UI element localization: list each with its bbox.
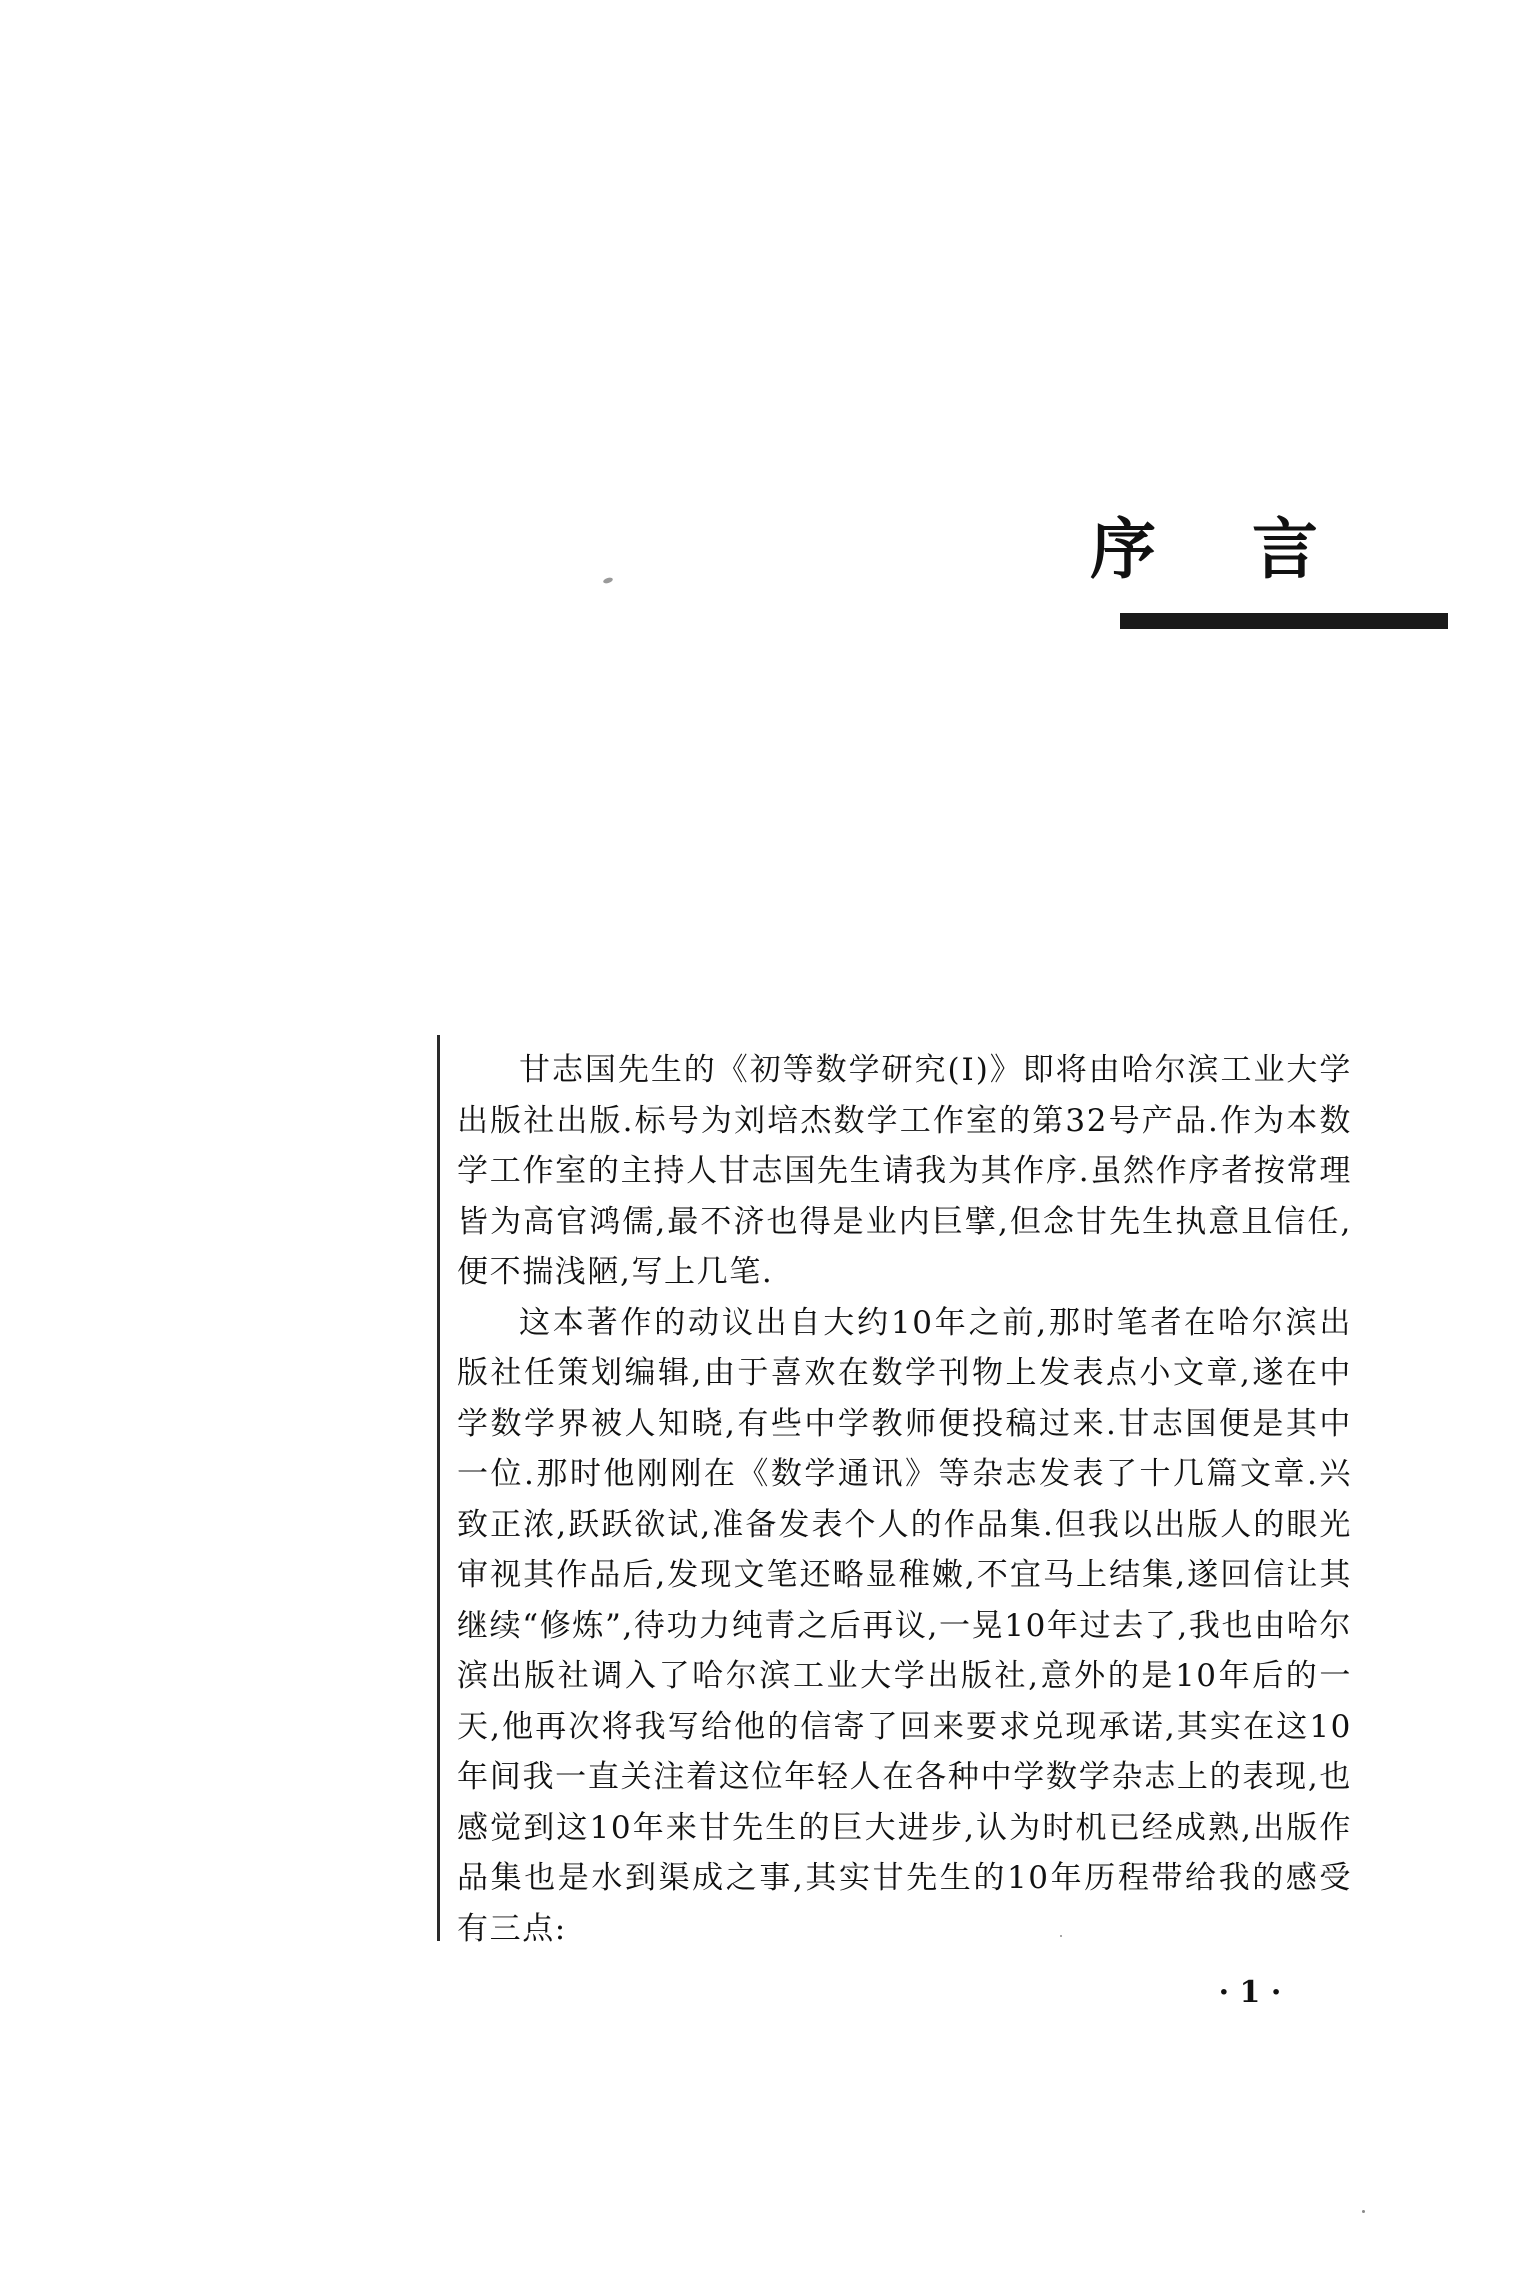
paragraph: 甘志国先生的《初等数学研究(Ⅰ)》即将由哈尔滨工业大学出版社出版.标号为刘培杰数学工作室的第32号产品.作为本数学工作室的主持人甘志国先生请我为其作序.虽然作序者按常理皆为高官鸿儒,最不济也得是业内巨擘,但念甘先生执意且信任,便不揣浅陋,写上几笔. (457, 1052, 1352, 1290)
scan-speck (1362, 2210, 1365, 2213)
scan-speck (1060, 1935, 1062, 1937)
page-number: · 1 · (1218, 1975, 1282, 2010)
chapter-title: 序言 (1090, 511, 1414, 588)
paragraph: 这本著作的动议出自大约10年之前,那时笔者在哈尔滨出版社任策划编辑,由于喜欢在数学刊物上发表点小文章,遂在中学数学界被人知晓,有些中学教师便投稿过来.甘志国便是其中一位.那时他刚刚在《数学通讯》等杂志发表了十几篇文章.兴致正浓,跃跃欲试,准备发表个人的作品集.但我以出版人的眼光审视其作品后,发现文笔还略显稚嫩,不宜马上结集,遂回信让其继续“修炼”,待功力纯青之后再议,一晃10年过去了,我也由哈尔滨出版社调入了哈尔滨工业大学出版社,意外的是10年后的一天,他再次将我写给他的信寄了回来要求兑现承诺,其实在这10年间我一直关注着这位年轻人在各种中学数学杂志上的表现,也感觉到这10年来甘先生的巨大进步,认为时机已经成熟,出版作品集也是水到渠成之事,其实甘先生的10年历程带给我的感受有三点: (457, 1304, 1352, 1947)
left-margin-rule (437, 1035, 440, 1941)
chapter-heading (1090, 505, 1414, 645)
preface-body (457, 1045, 1352, 1954)
heading-underline-bar (1120, 613, 1448, 629)
margin-speck (602, 577, 613, 585)
